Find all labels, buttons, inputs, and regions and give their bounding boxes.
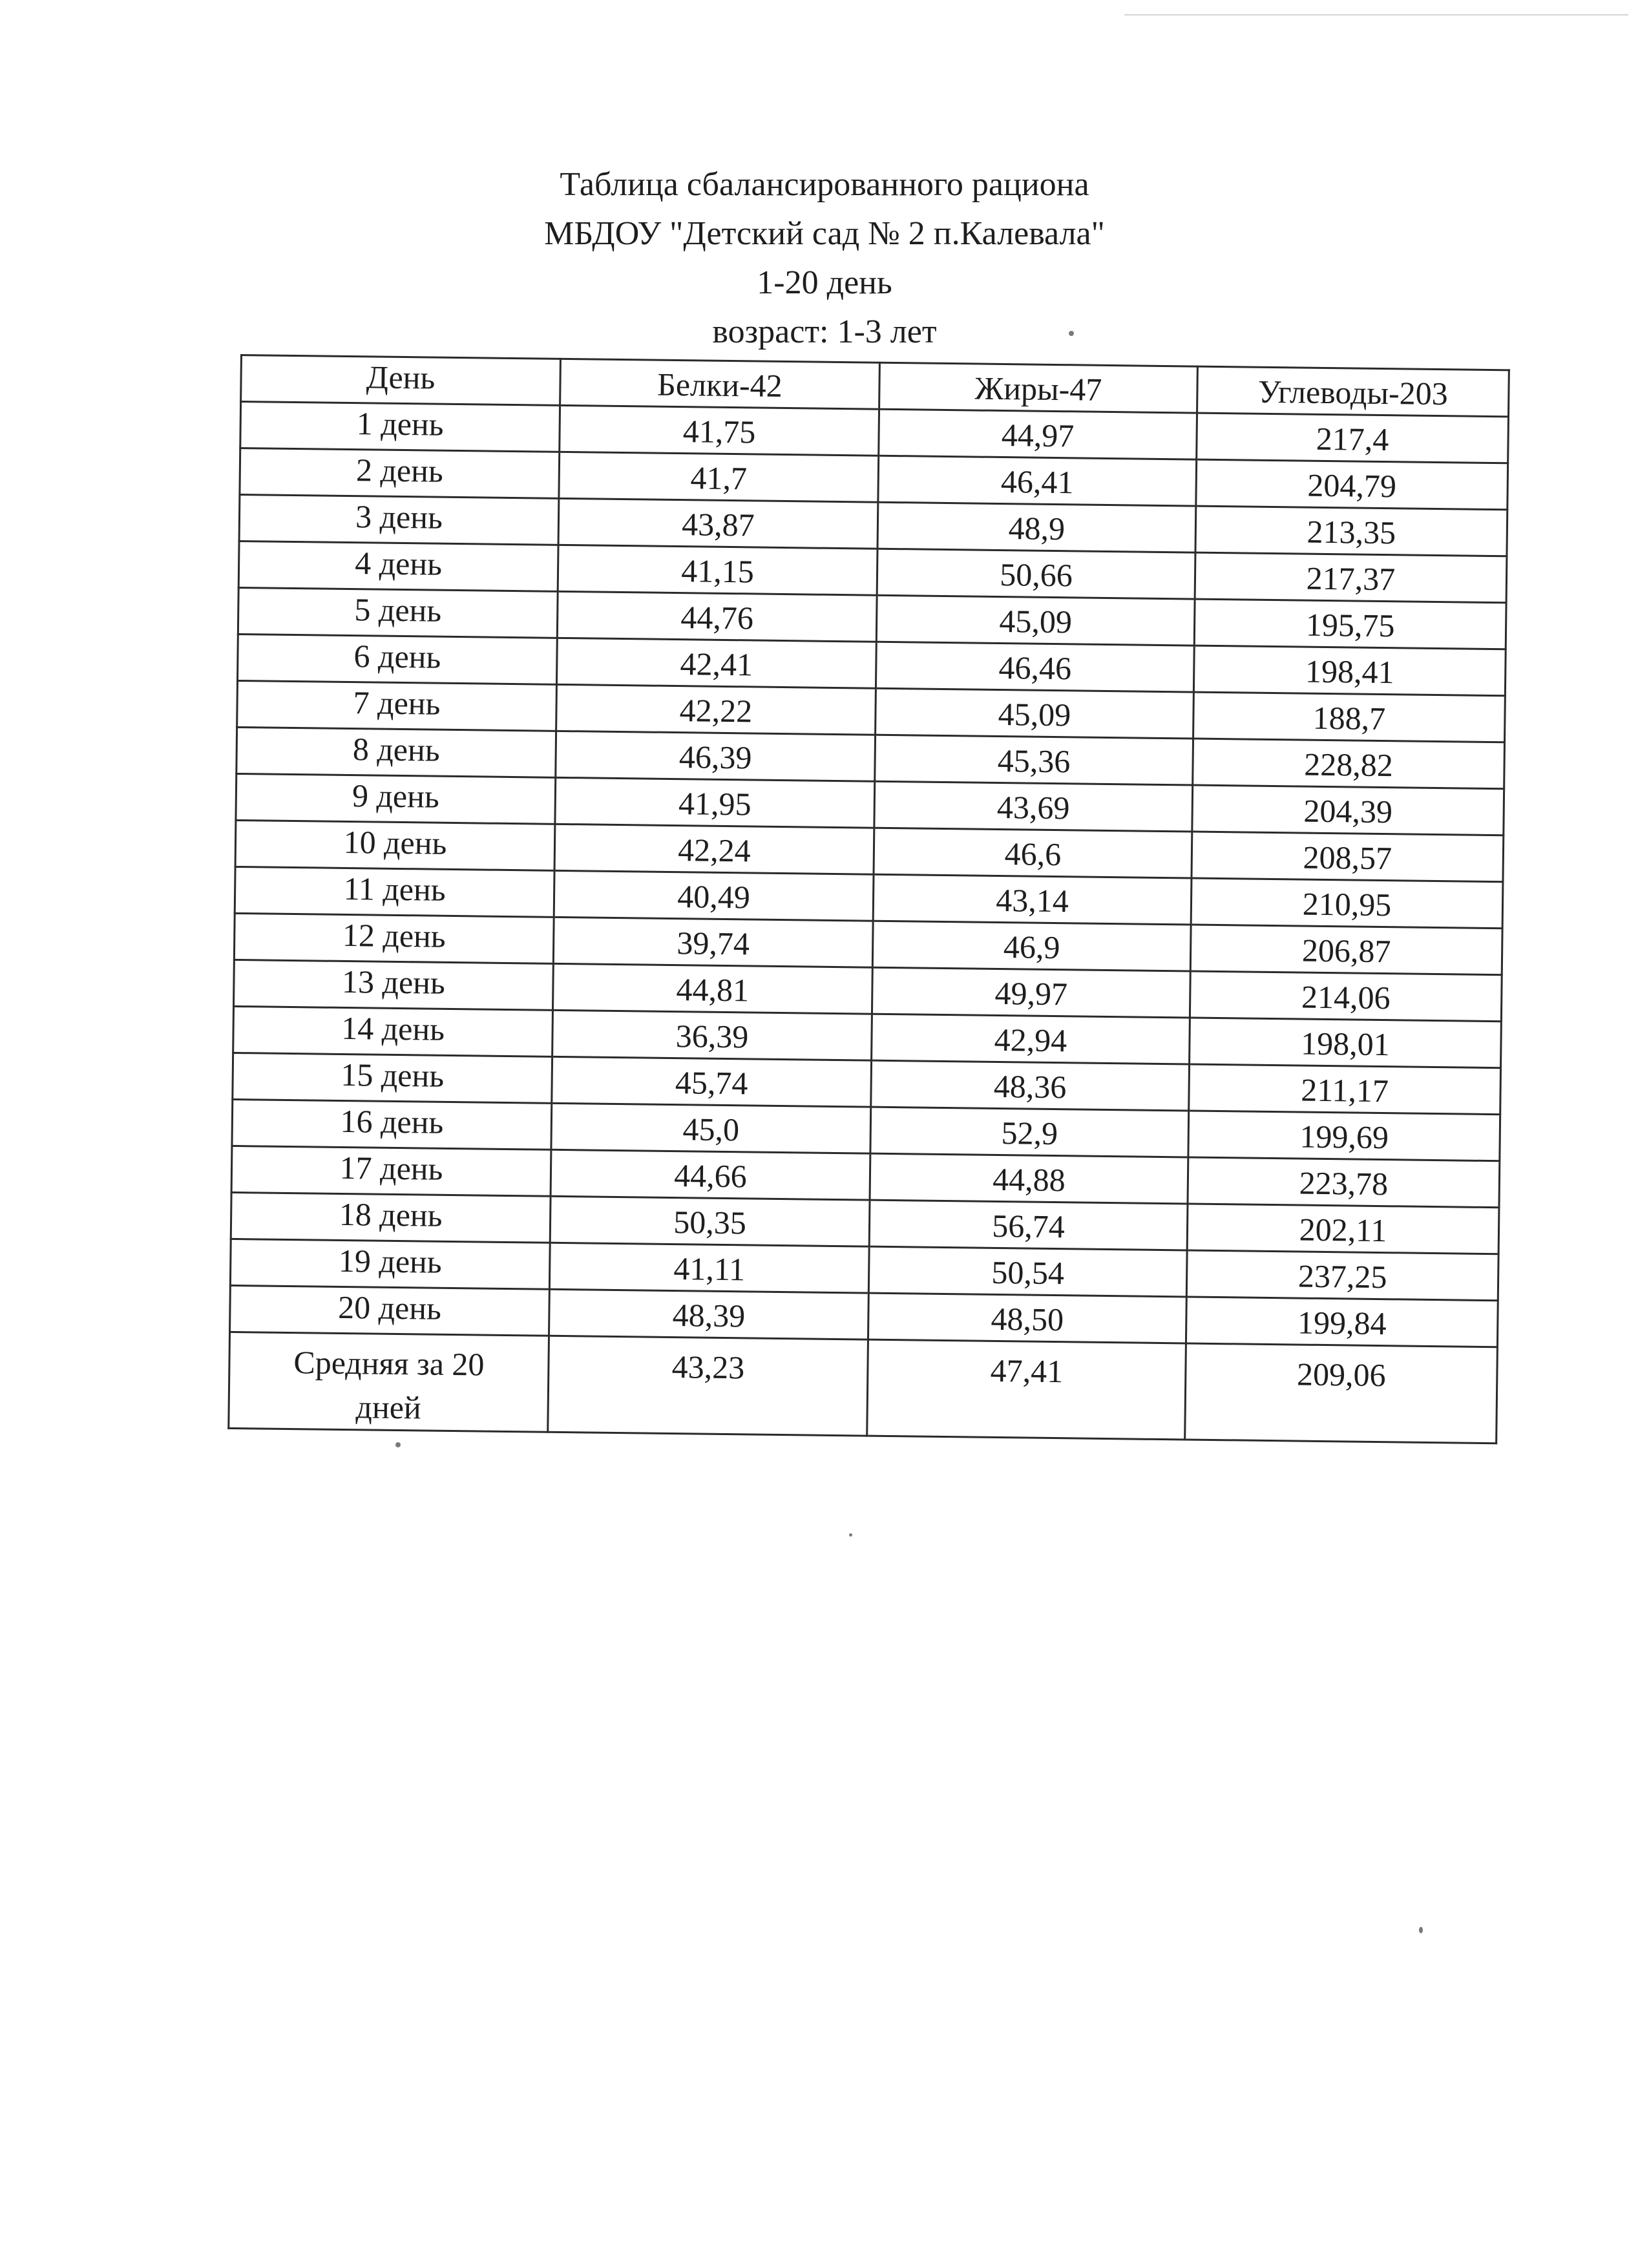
cell-day: 12 день <box>234 913 554 963</box>
cell-day: 14 день <box>233 1006 553 1056</box>
scan-speck <box>1419 1927 1423 1933</box>
cell-day: 20 день <box>230 1285 550 1336</box>
cell-fats: 50,54 <box>868 1246 1187 1297</box>
scan-speck <box>395 1442 401 1447</box>
cell-fats: 46,46 <box>876 642 1194 692</box>
table-body <box>230 402 1509 1347</box>
cell-proteins: 39,74 <box>553 917 873 967</box>
title-line-1: Таблица сбалансированного рациона <box>560 166 1089 203</box>
cell-proteins: 43,87 <box>558 498 878 549</box>
cell-proteins: 44,66 <box>551 1150 870 1200</box>
cell-fats: 48,36 <box>871 1060 1190 1111</box>
cell-proteins: 44,81 <box>552 963 872 1014</box>
scan-edge-line <box>1124 14 1628 16</box>
header-day: День <box>241 355 561 406</box>
cell-proteins: 44,76 <box>557 591 877 642</box>
cell-carbs: 228,82 <box>1193 739 1505 789</box>
cell-fats: 56,74 <box>869 1200 1188 1250</box>
header-fats: Жиры-47 <box>879 362 1198 413</box>
cell-proteins: 48,39 <box>549 1289 869 1339</box>
cell-carbs: 204,79 <box>1196 459 1508 510</box>
cell-proteins: 41,15 <box>558 545 877 595</box>
cell-carbs: 217,4 <box>1197 413 1509 463</box>
average-proteins: 43,23 <box>548 1336 868 1436</box>
cell-fats: 45,36 <box>875 735 1193 785</box>
cell-proteins: 50,35 <box>550 1196 870 1246</box>
cell-fats: 46,6 <box>874 828 1192 878</box>
average-fats: 47,41 <box>867 1339 1186 1440</box>
document-header <box>0 160 1649 357</box>
cell-carbs: 210,95 <box>1191 878 1503 929</box>
cell-day: 11 день <box>235 866 554 917</box>
header-carbs: Углеводы-203 <box>1197 366 1509 417</box>
cell-fats: 49,97 <box>872 967 1190 1018</box>
average-label <box>229 1332 549 1432</box>
cell-carbs: 237,25 <box>1186 1250 1498 1301</box>
cell-day: 1 день <box>240 402 560 452</box>
cell-carbs: 188,7 <box>1193 692 1506 742</box>
cell-carbs: 195,75 <box>1194 599 1506 649</box>
title-line-2: МБДОУ "Детский сад № 2 п.Калевала" <box>544 215 1105 252</box>
cell-day: 2 день <box>240 448 560 499</box>
cell-carbs: 217,37 <box>1195 552 1507 603</box>
cell-day: 9 день <box>236 773 556 824</box>
cell-proteins: 36,39 <box>552 1010 872 1060</box>
average-row <box>229 1332 1498 1443</box>
cell-proteins: 40,49 <box>554 870 874 921</box>
cell-fats: 45,09 <box>876 688 1194 739</box>
cell-carbs: 204,39 <box>1192 785 1504 835</box>
header-proteins: Белки-42 <box>560 359 880 409</box>
cell-day: 5 день <box>238 587 558 638</box>
cell-day: 18 день <box>231 1192 551 1243</box>
cell-day: 19 день <box>230 1239 550 1289</box>
cell-proteins: 42,22 <box>556 684 876 735</box>
cell-proteins: 46,39 <box>556 731 876 781</box>
title-line-3: 1-20 день <box>757 264 892 301</box>
title-line-4: возраст: 1-3 лет <box>712 313 937 350</box>
cell-fats: 43,14 <box>873 874 1192 925</box>
cell-fats: 46,9 <box>872 921 1191 971</box>
cell-carbs: 214,06 <box>1190 971 1502 1022</box>
cell-day: 16 день <box>232 1099 552 1150</box>
cell-fats: 48,50 <box>868 1293 1186 1343</box>
cell-day: 7 день <box>237 680 557 731</box>
cell-fats: 44,97 <box>879 409 1197 459</box>
average-carbs: 209,06 <box>1185 1343 1498 1444</box>
cell-proteins: 41,7 <box>559 452 879 502</box>
cell-carbs: 198,41 <box>1193 646 1506 696</box>
cell-proteins: 42,24 <box>554 824 874 874</box>
cell-day: 8 день <box>236 727 556 777</box>
cell-fats: 50,66 <box>877 549 1195 599</box>
cell-carbs: 199,84 <box>1186 1297 1498 1347</box>
cell-fats: 46,41 <box>878 456 1197 506</box>
cell-carbs: 199,69 <box>1188 1111 1500 1161</box>
cell-carbs: 211,17 <box>1189 1064 1501 1115</box>
cell-day: 15 день <box>233 1053 552 1103</box>
cell-day: 6 день <box>238 634 558 684</box>
cell-carbs: 213,35 <box>1195 506 1507 556</box>
cell-fats: 45,09 <box>876 595 1195 646</box>
cell-proteins: 45,74 <box>552 1056 872 1107</box>
ration-table <box>227 354 1510 1444</box>
cell-day: 13 день <box>234 960 554 1010</box>
average-label-line-2: дней <box>355 1389 422 1426</box>
cell-carbs: 206,87 <box>1190 925 1502 975</box>
cell-fats: 43,69 <box>874 781 1193 832</box>
scan-speck <box>1069 331 1074 336</box>
scan-speck <box>849 1533 852 1537</box>
average-label-line-1: Средняя за 20 <box>293 1344 485 1383</box>
cell-day: 3 день <box>239 495 559 545</box>
cell-carbs: 208,57 <box>1192 832 1504 882</box>
cell-fats: 42,94 <box>872 1014 1190 1064</box>
cell-carbs: 198,01 <box>1190 1018 1502 1068</box>
cell-proteins: 42,41 <box>556 638 876 688</box>
cell-day: 17 день <box>231 1146 551 1196</box>
cell-carbs: 202,11 <box>1187 1204 1499 1254</box>
cell-fats: 44,88 <box>870 1153 1188 1204</box>
cell-proteins: 45,0 <box>551 1103 871 1153</box>
cell-proteins: 41,11 <box>549 1243 869 1293</box>
cell-day: 10 день <box>235 820 555 870</box>
cell-fats: 52,9 <box>870 1107 1189 1157</box>
cell-fats: 48,9 <box>877 502 1196 552</box>
cell-proteins: 41,75 <box>560 405 879 456</box>
cell-carbs: 223,78 <box>1188 1157 1500 1208</box>
cell-proteins: 41,95 <box>555 777 875 828</box>
cell-day: 4 день <box>238 541 558 591</box>
